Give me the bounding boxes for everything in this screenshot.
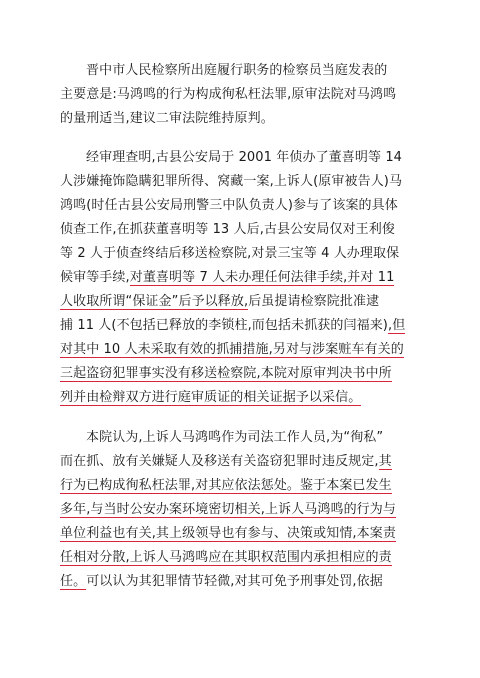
underlined-text: 人收取所谓“保证金”后予以释放,: [60, 294, 249, 309]
text-line: [60, 342, 404, 358]
text-line: [60, 502, 396, 518]
underlined-text: 三起盗窃犯罪事实没有移送检察院,本院对原审判决书中所: [60, 366, 392, 381]
underlined-text: 多年,与当时公安办案环境密切相关,上诉人马鸿鸣的行为与: [60, 502, 396, 517]
underlined-text: 单位利益也有关,其上级领导也有参与、决策或知情,本案责: [60, 526, 396, 541]
text-line: 经审理查明,古县公安局于 2001 年侦办了董喜明等 14: [86, 150, 403, 165]
text-line: [60, 366, 392, 382]
text-line: 等 2 人于侦查终结后移送检察院,对景三宝等 4 人办理取保: [60, 246, 400, 261]
text-line: [60, 550, 392, 566]
text-line: [60, 294, 379, 310]
text-line: 的量刑适当,建议二审法院维持原判。: [60, 111, 274, 126]
text-line: [60, 390, 361, 406]
plain-text: 捕 11 人(不包括已释放的李锁柱,而包括未抓获的闫福来): [60, 318, 388, 333]
underlined-text: ,但: [387, 318, 406, 333]
text-line: [60, 526, 396, 542]
plain-text: 候审等手续,: [60, 270, 130, 285]
text-line: [60, 478, 392, 494]
underlined-text: 对董喜明等 7 人未办理任何法律手续,并对 11: [129, 270, 395, 285]
underlined-text: 对其中 10 人未采取有效的抓捕措施,另对与涉案赃车有关的: [60, 342, 404, 357]
underlined-text: 行为已构成徇私枉法罪,对其应依法惩处。鉴于本案已发生: [60, 478, 392, 493]
underlined-text: 任相对分散,上诉人马鸿鸣应在其职权范围内承担相应的责: [60, 550, 392, 565]
underlined-text: 其: [378, 454, 392, 469]
underlined-text: 任。: [60, 574, 87, 589]
text-line: [60, 574, 383, 590]
text-line: [60, 454, 392, 470]
plain-text: 后虽提请检察院批准逮: [248, 294, 380, 309]
plain-text: 可以认为其犯罪情节轻微,对其可免予刑事处罚,依据: [86, 574, 383, 589]
text-line: 主要意是:马鸿鸣的行为构成徇私枉法罪,原审法院对马鸿鸣: [60, 87, 397, 102]
text-line: 晋中市人民检察所出庭履行职务的检察员当庭发表的: [86, 63, 388, 78]
text-line: 本院认为,上诉人马鸿鸣作为司法工作人员,为“徇私”: [86, 430, 384, 445]
plain-text: 而在抓、放有关嫌疑人及移送有关盗窃犯罪时违反规定,: [60, 454, 379, 469]
text-line: 人涉嫌掩饰隐瞒犯罪所得、窝藏一案,上诉人(原审被告人)马: [60, 174, 403, 189]
underlined-text: 列并由检辩双方进行庭审质证的相关证据予以采信。: [60, 390, 362, 405]
text-line: 侦查工作,在抓获董喜明等 13 人后,古县公安局仅对王利俊: [60, 222, 395, 237]
text-line: [60, 270, 394, 286]
text-line: [60, 318, 405, 334]
text-line: 鸿鸣(时任古县公安局刑警三中队负责人)参与了该案的具体: [60, 198, 398, 213]
